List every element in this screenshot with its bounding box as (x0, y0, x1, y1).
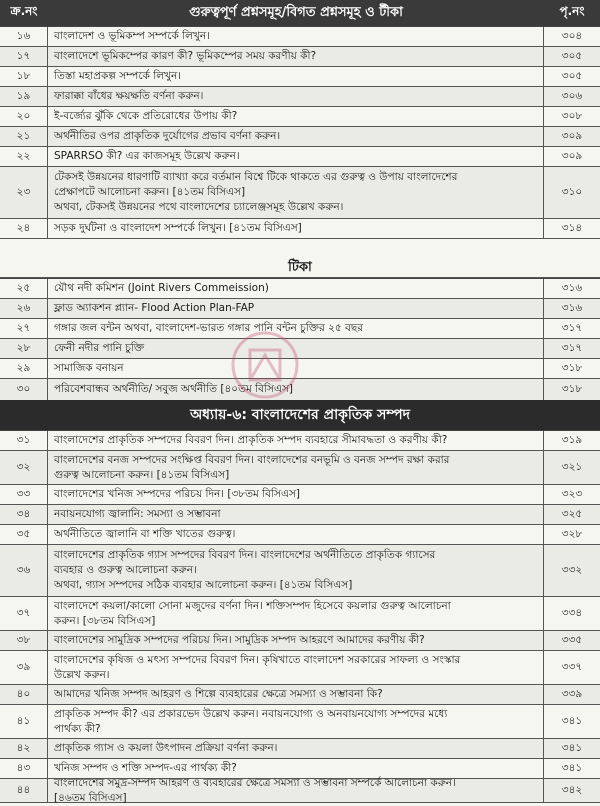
row-page-number: ৩১৯ (561, 434, 583, 446)
row-text (48, 279, 544, 298)
row-text (48, 545, 544, 596)
tika-heading: টিকা (0, 258, 600, 278)
row-text-line: উল্লেখ করুন। (54, 668, 110, 681)
table-row (0, 685, 600, 705)
row-number: ২২ (0, 147, 48, 166)
table-row (0, 597, 600, 631)
table-row (0, 47, 600, 67)
table-row (0, 167, 600, 219)
row-number: ৩৫ (0, 525, 48, 544)
row-number: ৪২ (0, 739, 48, 758)
row-page-number: ৩১৮ (561, 383, 583, 395)
row-number: ৪৩ (0, 759, 48, 778)
table-row (0, 107, 600, 127)
row-number: ৩৮ (0, 631, 48, 650)
row-text-line: খনিজ সম্পদ ও শক্তি সম্পদ-এর পার্থক্য কী? (54, 762, 237, 774)
row-number: ১৬ (0, 27, 48, 46)
row-text-line: তিস্তা মহাপ্রকল্প সম্পর্কে লিখুন। (54, 70, 181, 82)
row-text-line: করুন। [৩৮তম বিসিএস] (54, 614, 156, 627)
row-page-number: ৩০৮ (561, 110, 583, 122)
row-text (48, 27, 544, 46)
row-page-number: ৩৩৭ (561, 661, 583, 673)
row-text (48, 127, 544, 146)
row-text (48, 299, 544, 318)
row-text (48, 505, 544, 524)
row-text (48, 147, 544, 166)
table-row (0, 27, 600, 47)
publisher-watermark-logo (230, 330, 300, 400)
row-number: ২০ (0, 107, 48, 126)
row-number: ১৮ (0, 67, 48, 86)
row-text-line: ই-বর্জ্যের ঝুঁকি থেকে প্রতিরোধের উপায় কী? (54, 110, 238, 122)
row-number: ২৩ (0, 167, 48, 218)
row-page-number: ৩১৮ (561, 362, 583, 374)
table-header (0, 0, 600, 26)
chapter-title: অধ্যায়-৬: বাংলাদেশের প্রাকৃতিক সম্পদ (0, 400, 600, 430)
row-page-number: ৩১৬ (561, 282, 583, 294)
row-text (48, 651, 544, 684)
table-row (0, 379, 600, 401)
row-text-line: প্রেক্ষাপটে আলোচনা করুন। [৪১তম বিসিএস] (54, 186, 246, 198)
table-row (0, 705, 600, 739)
row-text (48, 685, 544, 704)
row-text (48, 485, 544, 504)
row-text-line: বাংলাদেশে কয়লা/কালো সোনা মজুদের বর্ণনা দিন। শক্তিসম্পদ হিসেবে কয়লার গুরুত্ব আলোচনা (54, 599, 451, 612)
row-text (48, 219, 544, 238)
row-number: ১৭ (0, 47, 48, 66)
questions-table (0, 26, 600, 239)
row-number: ৪০ (0, 685, 48, 704)
row-text (48, 67, 544, 86)
table-row (0, 319, 600, 339)
row-page-number: ৩২১ (561, 461, 583, 473)
row-text-line: পরিবেশবান্ধব অর্থনীতি/ সবুজ অর্থনীতি [৪০তম বিসিএস] (54, 383, 293, 395)
row-text-line: যৌথ নদী কমিশন (Joint Rivers Commeission) (54, 282, 269, 294)
row-page-number: ৩০৫ (561, 70, 583, 82)
row-text-line: টেকসই উন্নয়নের ধারণাটি ব্যাখ্যা করে বর্তমান বিশ্বে টিকে থাকতে এর গুরুত্ব ও উপায় বাংলাদেশের (54, 171, 458, 183)
row-page-number: ৩৩৪ (561, 607, 583, 619)
row-text-line: পার্থক্য কী? (54, 722, 101, 735)
row-text (48, 87, 544, 106)
table-row (0, 87, 600, 107)
row-page-number: ৩৪২ (561, 784, 583, 796)
row-text (48, 631, 544, 650)
row-page-number: ৩২৫ (561, 508, 583, 520)
row-page-number: ৩০৬ (561, 90, 583, 102)
row-text-line: ব্যবহার ও গুরুত্ব আলোচনা করুন। (54, 564, 197, 576)
row-text-line: বাংলাদেশে ভূমিকম্পের কারণ কী? ভূমিকম্পের সময় করণীয় কী? (54, 50, 317, 62)
row-page-number: ৩০৪ (561, 30, 583, 42)
row-text-line: বাংলাদেশের প্রাকৃতিক সম্পদের বিবরণ দিন। প্রাকৃতিক সম্পদ ব্যবহারে সীমাবদ্ধতা ও করণীয় কী? (54, 434, 448, 446)
row-text-line: SPARRSO কী? এর কাজসমূহ উল্লেখ করুন। (54, 150, 240, 162)
row-number: ২৪ (0, 219, 48, 238)
serial-column-header: ক্র.নং (10, 4, 38, 18)
row-number: ৩৭ (0, 597, 48, 630)
row-text-line: বাংলাদেশের সামুদ্রিক সম্পদের পরিচয় দিন। সামুদ্রিক সম্পদ আহরণে আমাদের করণীয় কী? (54, 634, 425, 646)
row-text-line: অথবা, গ্যাস সম্পদের সঠিক ব্যবহার আলোচনা করুন। [৪১তম বিসিএস] (54, 579, 353, 591)
table-row (0, 147, 600, 167)
row-text-line: অথবা, টেকসই উন্নয়নের পথে বাংলাদেশের চ্যালেঞ্জসমূহ উল্লেখ করুন। (54, 201, 344, 213)
row-text-line: সামাজিক বনায়ন (54, 362, 124, 374)
row-text-line: বাংলাদেশের প্রাকৃতিক গ্যাস সম্পদের বিবরণ দিন। বাংলাদেশের অর্থনীতিতে প্রাকৃতিক গ্যাসের (54, 549, 436, 561)
table-row (0, 631, 600, 651)
row-text-line: ফারাক্কা বাঁধের ক্ষয়ক্ষতি বর্ণনা করুন। (54, 90, 204, 102)
table-row (0, 451, 600, 485)
row-number: ৩৪ (0, 505, 48, 524)
row-text (48, 739, 544, 758)
row-number: ৩০ (0, 379, 48, 400)
tika-table (0, 278, 600, 401)
row-number: ৩৯ (0, 651, 48, 684)
row-page-number: ৩৩৫ (561, 634, 583, 646)
row-text-line: গঙ্গার জল বন্টন অথবা, বাংলাদেশ-ভারত গঙ্গার পানি বন্টন চুক্তির ২৫ বছর (54, 322, 364, 334)
table-row (0, 339, 600, 359)
row-number: ২৭ (0, 319, 48, 338)
row-page-number: ৩১৭ (561, 342, 583, 354)
chapter-questions-table (0, 430, 600, 803)
table-row (0, 219, 600, 239)
table-row (0, 359, 600, 379)
row-text (48, 705, 544, 738)
row-page-number: ৩১৬ (561, 302, 583, 314)
table-row (0, 485, 600, 505)
row-number: ৪১ (0, 705, 48, 738)
table-row (0, 127, 600, 147)
row-text-line: অর্থনীতির ওপর প্রাকৃতিক দুর্যোগের প্রভাব বর্ণনা করুন। (54, 130, 281, 142)
row-text-line: প্রাকৃতিক সম্পদ কী? এর প্রকারভেদ উল্লেখ করুন। নবায়নযোগ্য ও অনবায়নযোগ্য সম্পদের মধ্যে (54, 707, 448, 720)
row-page-number: ৩৪১ (561, 742, 583, 754)
row-text-line: বাংলাদেশ ও ভূমিকম্প সম্পর্কে লিখুন। (54, 30, 210, 42)
table-row (0, 505, 600, 525)
row-text-line: প্রাকৃতিক গ্যাস ও কয়লা উৎপাদন প্রক্রিয়া বর্ণনা করুন। (54, 742, 278, 754)
row-text-line: বাংলাদেশের খনিজ সম্পদের পরিচয় দিন। [৩৮তম বিসিএস] (54, 488, 300, 500)
row-number: ৩৩ (0, 485, 48, 504)
row-page-number: ৩১৭ (561, 322, 583, 334)
row-text (48, 525, 544, 544)
row-number: ১৯ (0, 87, 48, 106)
row-page-number: ৩৪১ (561, 715, 583, 727)
row-page-number: ৩১০ (561, 186, 583, 198)
row-page-number: ৩৩২ (561, 564, 583, 576)
row-number: ৩৬ (0, 545, 48, 596)
row-text (48, 451, 544, 484)
row-number: ৪৪ (0, 779, 48, 802)
row-page-number: ৩০৯ (561, 150, 583, 162)
table-row (0, 299, 600, 319)
table-row (0, 739, 600, 759)
row-text (48, 107, 544, 126)
table-title: গুরুত্বপূর্ণ প্রশ্নসমূহ/বিগত প্রশ্নসমূহ ও টীকা (189, 4, 403, 20)
row-text (48, 431, 544, 450)
row-page-number: ৩৪১ (561, 762, 583, 774)
table-row (0, 67, 600, 87)
row-number: ৩১ (0, 431, 48, 450)
row-number: ২৬ (0, 299, 48, 318)
row-number: ২১ (0, 127, 48, 146)
row-page-number: ৩৩৯ (561, 688, 583, 700)
row-number: ২৯ (0, 359, 48, 378)
table-row (0, 525, 600, 545)
table-row (0, 776, 600, 804)
row-text-line: বাংলাদেশের কৃষিজ ও মৎস্য সম্পদের বিবরণ দিন। কৃষিখাতে বাংলাদেশ সরকারের সাফল্য ও সংস্কার (54, 653, 461, 666)
row-text-line: বাংলাদেশের বনজ সম্পদের সংক্ষিপ্ত বিবরণ দিন। বাংলাদেশের বনভূমি ও বনজ সম্পদ রক্ষা করার (54, 453, 450, 466)
row-text (48, 597, 544, 630)
row-text-line: নবায়নযোগ্য জ্বালানি: সমস্যা ও সম্ভাবনা (54, 508, 221, 520)
row-text-line: সড়ক দুর্ঘটনা ও বাংলাদেশ সম্পর্কে লিখুন। [৪১তম বিসিএস] (54, 222, 302, 234)
row-text-line: আমাদের খনিজ সম্পদ আহরণ ও শিল্পে ব্যবহারের ক্ষেত্রে সমস্যা ও সম্ভাবনা কি? (54, 688, 383, 700)
row-page-number: ৩১৪ (561, 222, 583, 234)
row-text-line: গুরুত্ব আলোচনা করুন। [৪১তম বিসিএস] (54, 468, 230, 481)
row-text (48, 776, 544, 804)
row-text (48, 47, 544, 66)
row-number: ৩২ (0, 451, 48, 484)
row-page-number: ৩২৩ (561, 488, 583, 500)
row-number: ২৫ (0, 279, 48, 298)
row-text-line: ফেনী নদীর পানি চুক্তি (54, 342, 145, 354)
row-text-line: বাংলাদেশের সমুদ্র-সম্পদ আহরণ ও ব্যবহারের ক্ষেত্রে সমস্যা ও সম্ভাবনা সম্পর্কে আলোচনা করুন। (54, 776, 456, 789)
row-text-line: [৪৬তম বিসিএস] (54, 791, 127, 804)
row-text (48, 167, 544, 218)
page-column-header: পৃ.নং (559, 4, 585, 18)
row-page-number: ৩২৮ (561, 528, 583, 540)
table-row (0, 279, 600, 299)
table-row (0, 651, 600, 685)
row-text-line: অর্থনীতিতে জ্বালানি বা শক্তি খাতের গুরুত্ব। (54, 528, 236, 540)
row-page-number: ৩০৯ (561, 130, 583, 142)
table-row (0, 431, 600, 451)
table-row (0, 545, 600, 597)
row-text-line: ফ্লাড অ্যাকশন প্ল্যান- Flood Action Plan-FAP (54, 302, 255, 314)
row-number: ২৮ (0, 339, 48, 358)
row-page-number: ৩০৫ (561, 50, 583, 62)
